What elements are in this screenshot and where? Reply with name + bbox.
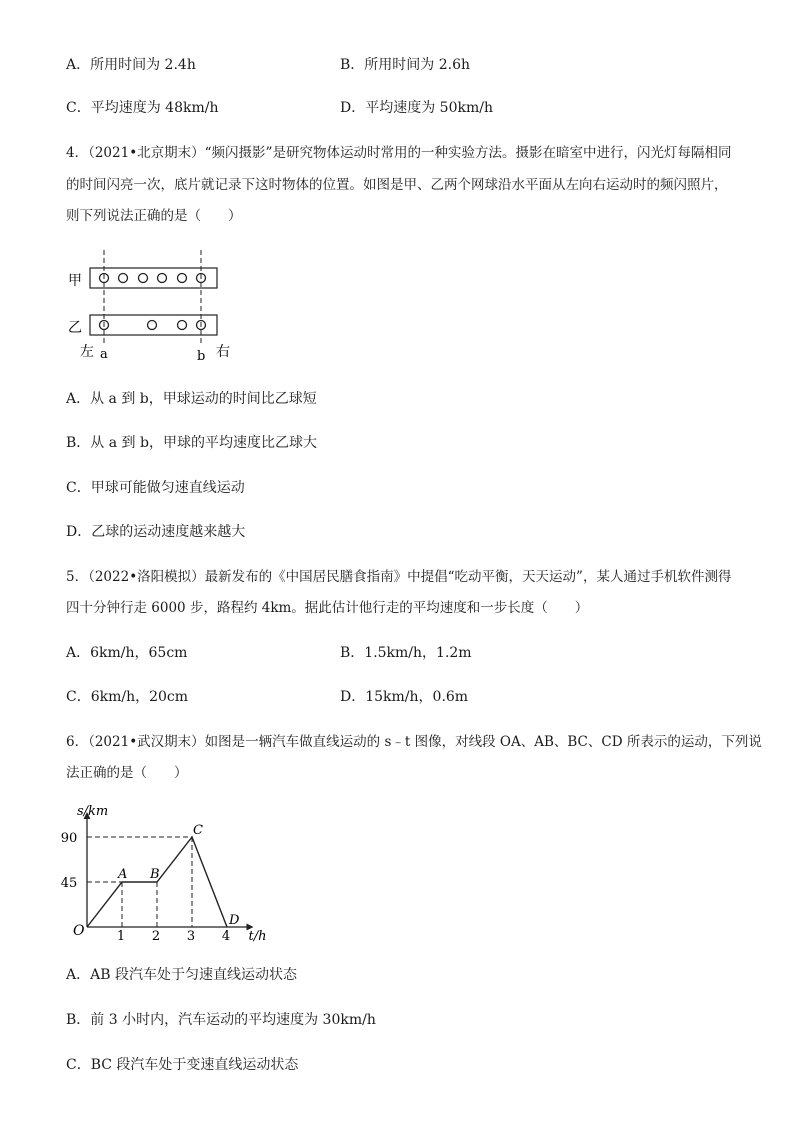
- q5-stem-line-1: 5．（2022•洛阳模拟）最新发布的《中国居民膳食指南》中提倡“吃动平衡，天天运动”，某人通过手机软件测得: [66, 569, 732, 585]
- label-b: b: [197, 349, 206, 364]
- q6-option-c: C．BC 段汽车处于变速直线运动状态: [66, 1057, 299, 1073]
- q4-option-b: B．从 a 到 b，甲球的平均速度比乙球大: [66, 435, 317, 451]
- label-left: 左: [80, 344, 94, 360]
- q4-option-c: C．甲球可能做匀速直线运动: [66, 480, 245, 496]
- x-tick-label: 1: [116, 929, 126, 944]
- q6-stem-line-1: 6．（2021•武汉期末）如图是一辆汽车做直线运动的 s﹣t 图像，对线段 OA、AB、BC、CD 所表示的运动，下列说: [66, 734, 762, 750]
- point-label: C: [193, 823, 203, 838]
- q4-option-d: D．乙球的运动速度越来越大: [66, 524, 246, 540]
- y-tick-label: 45: [60, 876, 78, 891]
- q3-option-b: B．所用时间为 2.6h: [340, 57, 471, 73]
- q4-option-a: A．从 a 到 b，甲球运动的时间比乙球短: [66, 391, 317, 407]
- q5-option-a: A．6km/h，65cm: [66, 645, 188, 661]
- point-label: B: [150, 867, 160, 882]
- label-right: 右: [216, 344, 230, 360]
- q3-option-d: D．平均速度为 50km/h: [340, 100, 493, 116]
- q5-stem-line-2: 四十分钟行走 6000 步，路程约 4km。据此估计他行走的平均速度和一步长度（ ）: [66, 600, 589, 616]
- x-tick-label: 3: [186, 929, 196, 944]
- point-label: D: [229, 913, 240, 928]
- y-axis-label: s/km: [77, 804, 109, 819]
- q6-stem-line-2: 法正确的是（ ）: [66, 765, 188, 781]
- origin-label: O: [73, 923, 85, 939]
- q4-stem-line-1: 4．（2021•北京期末）“频闪摄影”是研究物体运动时常用的一种实验方法。摄影在暗室中进行，闪光灯每隔相同: [66, 145, 732, 161]
- x-axis-label: t/h: [248, 929, 267, 944]
- x-tick-label: 2: [151, 929, 161, 944]
- x-tick-label: 4: [221, 929, 231, 944]
- q5-option-c: C．6km/h，20cm: [66, 689, 189, 705]
- q3-option-a: A．所用时间为 2.4h: [66, 57, 196, 73]
- label-yi: 乙: [68, 320, 82, 336]
- q5-option-d: D．15km/h，0.6m: [340, 689, 469, 705]
- label-jia: 甲: [68, 273, 82, 289]
- q6-option-b: B．前 3 小时内，汽车运动的平均速度为 30km/h: [66, 1012, 376, 1028]
- y-tick-label: 90: [60, 831, 78, 846]
- q3-option-c: C．平均速度为 48km/h: [66, 100, 219, 116]
- q4-stem-line-2: 的时间闪亮一次，底片就记录下这时物体的位置。如图是甲、乙两个网球沿水平面从左向右运动时的频闪照片，: [66, 177, 728, 193]
- q6-option-a: A．AB 段汽车处于匀速直线运动状态: [66, 967, 297, 983]
- point-label: A: [118, 867, 128, 882]
- q5-option-b: B．1.5km/h，1.2m: [340, 645, 472, 661]
- label-a: a: [100, 347, 108, 362]
- q4-stem-line-3: 则下列说法正确的是（ ）: [66, 208, 242, 224]
